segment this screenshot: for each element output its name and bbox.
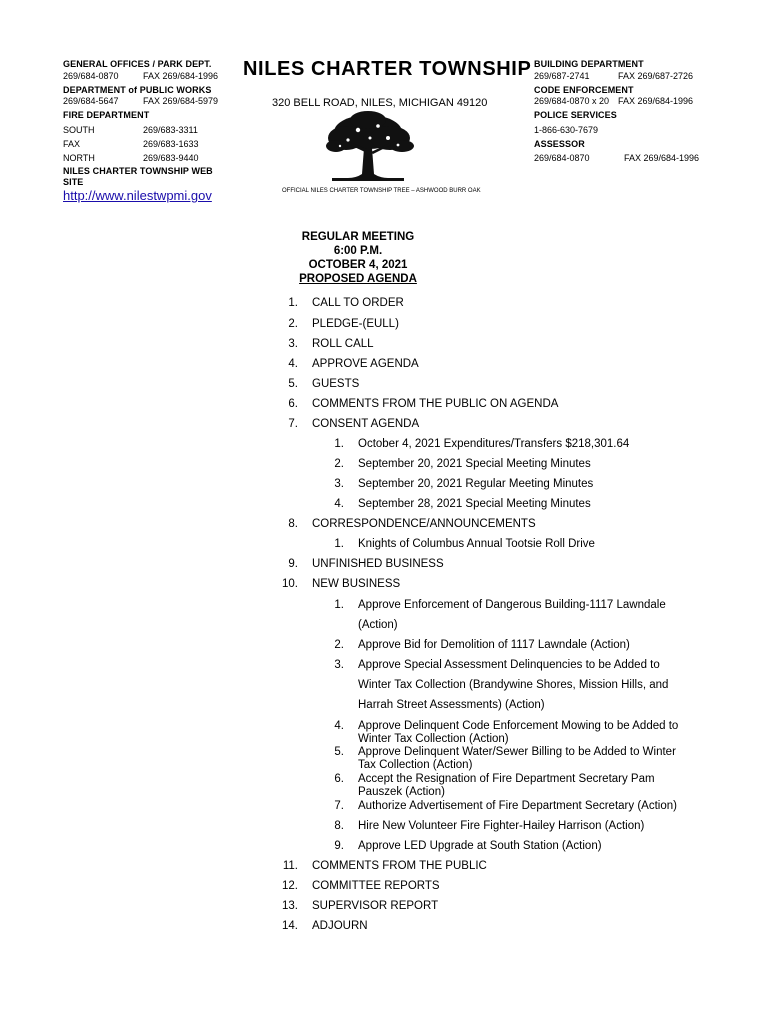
item-number: 6. (288, 398, 298, 410)
item-number: 2. (334, 458, 344, 470)
police-services-heading: POLICE SERVICES (534, 110, 617, 120)
item-text: Knights of Columbus Annual Tootsie Roll Drive (358, 538, 595, 550)
township-address: 320 BELL ROAD, NILES, MICHIGAN 49120 (272, 97, 488, 109)
item-text: September 28, 2021 Special Meeting Minutes (358, 498, 591, 510)
general-offices-fax: FAX 269/684-1996 (143, 71, 219, 81)
item-text: PLEDGE-(EULL) (312, 318, 399, 330)
item-text: October 4, 2021 Expenditures/Transfers $218,301.64 (358, 438, 630, 450)
agenda-title: PROPOSED AGENDA (299, 273, 417, 285)
item-text: Authorize Advertisement of Fire Department Secretary (Action) (358, 800, 677, 812)
dpw-fax: FAX 269/684-5979 (143, 96, 219, 106)
item-number: 5. (288, 378, 298, 390)
item-number: 1. (334, 438, 344, 450)
fire-row-label: NORTH (63, 153, 95, 163)
item-number: 6. (334, 773, 344, 785)
item-text: UNFINISHED BUSINESS (312, 558, 444, 570)
building-fax: FAX 269/687-2726 (618, 71, 694, 81)
dpw-phone: 269/684-5647 (63, 96, 119, 106)
building-phone: 269/687-2741 (534, 71, 590, 81)
item-number: 4. (334, 720, 344, 732)
item-number: 7. (288, 418, 298, 430)
website-link[interactable]: http://www.nilestwpmi.gov (63, 188, 212, 203)
item-text: Hire New Volunteer Fire Fighter-Hailey Harrison (Action) (358, 820, 645, 832)
tree-caption: OFFICIAL NILES CHARTER TOWNSHIP TREE – ASHWOOD BURR OAK (282, 188, 481, 194)
item-number: 2. (288, 318, 298, 330)
item-number: 14. (282, 920, 298, 932)
item-text: CONSENT AGENDA (312, 418, 420, 430)
item-number: 8. (334, 820, 344, 832)
item-number: 1. (288, 297, 298, 309)
item-text: Approve LED Upgrade at South Station (Action) (358, 840, 602, 852)
item-text: Approve Delinquent Code Enforcement Mowing to be Added to (358, 720, 679, 732)
oak-tree-logo (318, 108, 418, 186)
item-number: 10. (282, 578, 298, 590)
fire-row-value: 269/683-3311 (143, 125, 198, 135)
item-number: 3. (334, 478, 344, 490)
dpw-heading: DEPARTMENT of PUBLIC WORKS (63, 85, 212, 95)
meeting-type: REGULAR MEETING (301, 231, 415, 243)
item-number: 4. (334, 498, 344, 510)
item-text: Accept the Resignation of Fire Department Secretary Pam (358, 773, 655, 785)
item-text: ROLL CALL (312, 338, 374, 350)
item-text: CALL TO ORDER (312, 297, 404, 309)
meeting-time: 6:00 P.M. (333, 245, 383, 257)
item-number: 12. (282, 880, 298, 892)
assessor-heading: ASSESSOR (534, 139, 585, 149)
assessor-phone: 269/684-0870 (534, 153, 590, 163)
code-enforcement-fax: FAX 269/684-1996 (618, 96, 694, 106)
item-number: 4. (288, 358, 298, 370)
item-text: September 20, 2021 Regular Meeting Minutes (358, 478, 594, 490)
item-number: 1. (334, 538, 344, 550)
police-phone: 1-866-630-7679 (534, 125, 599, 135)
item-text: Approve Enforcement of Dangerous Building-1117 Lawndale (358, 599, 666, 611)
item-number: 11. (282, 860, 298, 872)
item-number: 3. (334, 659, 344, 671)
fire-department-heading: FIRE DEPARTMENT (63, 110, 150, 120)
item-number: 13. (282, 900, 298, 912)
item-number: 8. (288, 518, 298, 530)
fire-row-value: 269/683-1633 (143, 139, 199, 149)
item-number: 2. (334, 639, 344, 651)
code-enforcement-phone: 269/684-0870 x 20 (534, 96, 610, 106)
general-offices-phone: 269/684-0870 (63, 71, 119, 81)
item-text-continuation: Winter Tax Collection (Brandywine Shores, Mission Hills, and (358, 679, 669, 691)
general-offices-heading: GENERAL OFFICES / PARK DEPT. (63, 59, 212, 69)
item-text: SUPERVISOR REPORT (312, 900, 439, 912)
item-number: 9. (288, 558, 298, 570)
fire-row-label: FAX (63, 139, 81, 149)
meeting-heading (258, 230, 458, 286)
item-text-continuation: Pauszek (Action) (358, 786, 445, 798)
item-number: 1. (334, 599, 344, 611)
item-number: 7. (334, 800, 344, 812)
assessor-fax: FAX 269/684-1996 (624, 153, 700, 163)
page-title: NILES CHARTER TOWNSHIP (243, 58, 532, 80)
website-heading-line2: SITE (63, 177, 84, 187)
code-enforcement-heading: CODE ENFORCEMENT (534, 85, 634, 95)
meeting-date: OCTOBER 4, 2021 (308, 259, 408, 271)
item-text: Approve Special Assessment Delinquencies to be Added to (358, 659, 660, 671)
item-text-continuation: Tax Collection (Action) (358, 759, 473, 771)
building-department-heading: BUILDING DEPARTMENT (534, 59, 644, 69)
item-text-continuation: Harrah Street Assessments) (Action) (358, 699, 545, 711)
fire-row-value: 269/683-9440 (143, 153, 199, 163)
item-text: NEW BUSINESS (312, 578, 401, 590)
fire-row-label: SOUTH (63, 125, 95, 135)
item-text-continuation: (Action) (358, 619, 398, 631)
item-text: COMMENTS FROM THE PUBLIC (312, 860, 487, 872)
item-number: 9. (334, 840, 344, 852)
website-heading-line1: NILES CHARTER TOWNSHIP WEB (63, 166, 213, 176)
item-text: Approve Delinquent Water/Sewer Billing to be Added to Winter (358, 746, 676, 758)
item-number: 3. (288, 338, 298, 350)
item-text: September 20, 2021 Special Meeting Minutes (358, 458, 591, 470)
item-text: GUESTS (312, 378, 360, 390)
item-text: COMMITTEE REPORTS (312, 880, 440, 892)
item-text: CORRESPONDENCE/ANNOUNCEMENTS (312, 518, 536, 530)
item-text-continuation: Winter Tax Collection (Action) (358, 733, 509, 745)
item-text: Approve Bid for Demolition of 1117 Lawndale (Action) (358, 639, 630, 651)
item-number: 5. (334, 746, 344, 758)
item-text: ADJOURN (312, 920, 368, 932)
item-text: APPROVE AGENDA (312, 358, 419, 370)
item-text: COMMENTS FROM THE PUBLIC ON AGENDA (312, 398, 559, 410)
